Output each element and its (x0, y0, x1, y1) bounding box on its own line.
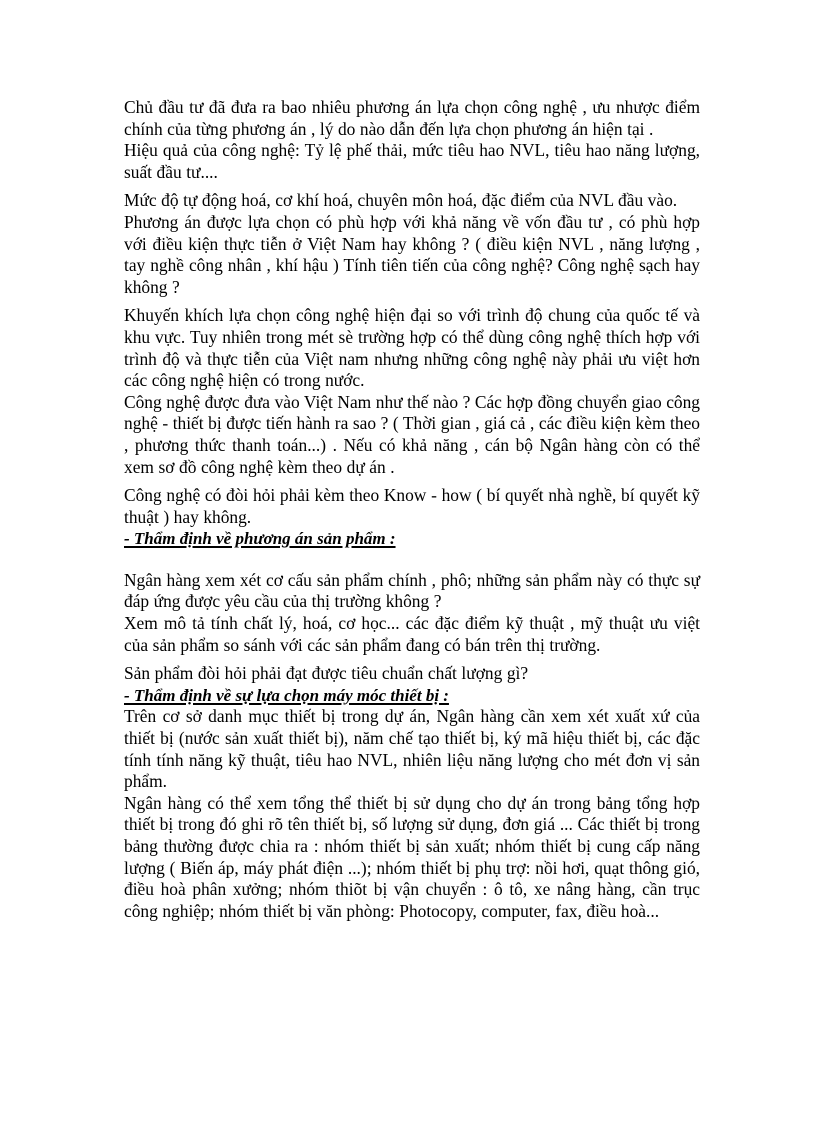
paragraph-quality-standards: Sản phẩm đòi hỏi phải đạt được tiêu chuẩn chất lượng gì? (124, 663, 529, 684)
paragraph-technology-options: Chủ đầu tư đã đưa ra bao nhiêu phương án lựa chọn công nghệ , ưu nhược điểm chính của từng phương án , lý do nào dẫn đến lựa chọn phương án hiện tại . (124, 97, 700, 139)
paragraph-product-structure: Ngân hàng xem xét cơ cấu sản phẩm chính , phô; những sản phẩm này có thực sự đáp ứng được yêu cầu của thị trường không ? (124, 569, 700, 612)
paragraph-technology-transfer: Công nghệ được đưa vào Việt Nam như thế nào ? Các hợp đồng chuyển giao công nghệ - thiết bị được tiến hành ra sao ? ( Thời gian , giá cả , các điều kiện kèm theo , phương thức thanh toán...) . Nếu có khả năng , cán bộ Ngân hàng còn có thể xem sơ đồ công nghệ kèm theo dự án . (124, 391, 700, 477)
paragraph-equipment-origin: Trên cơ sở danh mục thiết bị trong dự án, Ngân hàng cần xem xét xuất xứ của thiết bị (nước sản xuất thiết bị), năm chế tạo thiết bị, ký mã hiệu thiết bị, các đặc tính tính năng kỹ thuật, tiêu hao NVL, nhiên liệu năng lượng cho mét đơn vị sản phẩm. (124, 706, 700, 792)
paragraph-know-how: Công nghệ có đòi hỏi phải kèm theo Know - how ( bí quyết nhà nghề, bí quyết kỹ thuật ) hay không. (124, 485, 700, 527)
paragraph-technology-efficiency: Hiệu quả của công nghệ: Tỷ lệ phế thải, mức tiêu hao NVL, tiêu hao năng lượng, suất đầu tư.... (124, 140, 700, 182)
paragraph-product-properties: Xem mô tả tính chất lý, hoá, cơ học... các đặc điểm kỹ thuật , mỹ thuật ưu việt của sản phẩm so sánh với các sản phẩm đang có bán trên thị trường. (124, 613, 700, 655)
document-body (124, 97, 700, 922)
paragraph-equipment-groups: Ngân hàng có thể xem tổng thể thiết bị sử dụng cho dự án trong bảng tổng hợp thiết bị trong đó ghi rõ tên thiết bị, số lượng sử dụng, đơn giá ... Các thiết bị trong bảng thường được chia ra : nhóm thiết bị sản xuất; nhóm thiết bị cung cấp năng lượng ( Biến áp, máy phát điện ...); nhóm thiết bị phụ trợ: nồi hơi, quạt thông gió, điều hoà phân xưởng; nhóm thiõt bị vận chuyển : ô tô, xe nâng hàng, cần trục công nghiệp; nhóm thiết bị văn phòng: Photocopy, computer, fax, điều hoà... (124, 792, 700, 921)
paragraph-automation-level: Mức độ tự động hoá, cơ khí hoá, chuyên môn hoá, đặc điểm của NVL đầu vào. (124, 190, 678, 211)
heading-product-appraisal: - Thẩm định về phương án sản phẩm : (124, 529, 396, 549)
heading-equipment-appraisal: - Thẩm định về sự lựa chọn máy móc thiết bị : (124, 685, 449, 705)
paragraph-modern-technology: Khuyến khích lựa chọn công nghệ hiện đại so với trình độ chung của quốc tế và khu vực. Tuy nhiên trong mét sè trường hợp có thể dùng công nghệ thích hợp với trình độ và thực tiễn của Việt nam nhưng những công nghệ này phải ưu việt hơn các công nghệ hiện có trong nước. (124, 305, 700, 391)
paragraph-option-suitability: Phương án được lựa chọn có phù hợp với khả năng về vốn đầu tư , có phù hợp với điều kiện thực tiễn ở Việt Nam hay không ? ( điều kiện NVL , năng lượng , tay nghề công nhân , khí hậu ) Tính tiên tiến của công nghệ? Công nghệ sạch hay không ? (124, 211, 700, 297)
